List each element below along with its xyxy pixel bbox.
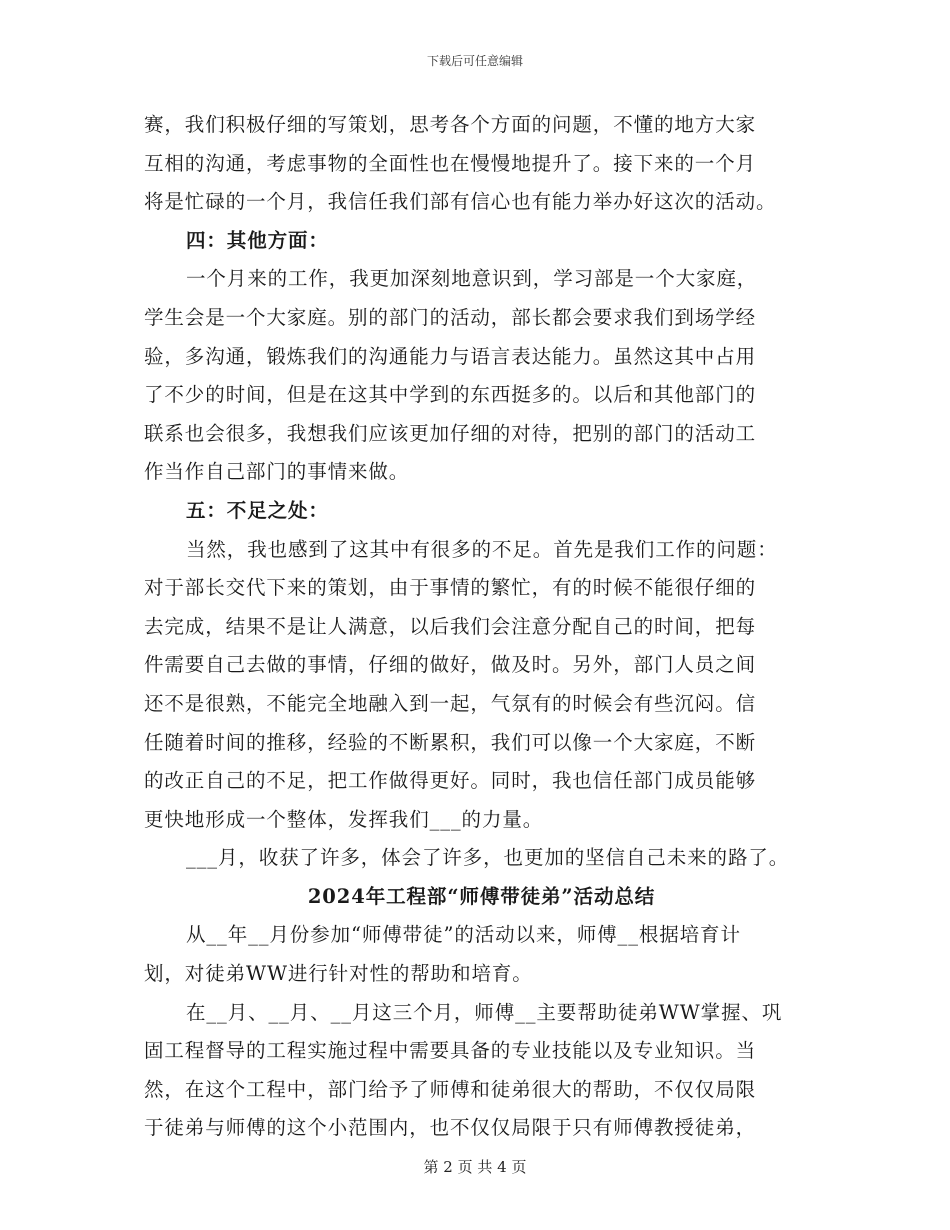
paragraph-start: 从__年__月份参加“师傅带徒”的活动以来，师傅__根据培育计: [186, 923, 741, 947]
paragraph-start: 在__月、__月、__月这三个月，师傅__主要帮助徒弟WW掌握、巩: [186, 1000, 783, 1024]
body-line: 任随着时间的推移，经验的不断累积，我们可以像一个大家庭，不断: [144, 730, 757, 754]
body-line: 件需要自己去做的事情，仔细的做好，做及时。另外，部门人员之间: [144, 653, 757, 677]
body-line: 去完成，结果不是让人满意，以后我们会注意分配自己的时间，把每: [144, 614, 757, 638]
page-header: 下载后可任意编辑: [426, 54, 523, 68]
body-line: 了不少的时间，但是在这其中学到的东西挺多的。以后和其他部门的: [144, 383, 757, 407]
paragraph-start: 一个月来的工作，我更加深刻地意识到，学习部是一个大家庭，: [186, 267, 758, 291]
body-line: 赛，我们积极仔细的写策划，思考各个方面的问题，不懂的地方大家: [144, 113, 757, 136]
body-line: 验，多沟通，锻炼我们的沟通能力与语言表达能力。虽然这其中占用: [144, 344, 757, 368]
page-footer: 第 2 页 共 4 页: [423, 1158, 527, 1176]
body-line: 还不是很熟，不能完全地融入到一起，气氛有的时候会有些沉闷。信: [144, 691, 757, 715]
section-heading-other: 四：其他方面：: [186, 228, 329, 252]
body-line: 固工程督导的工程实施过程中需要具备的专业技能以及专业知识。当: [144, 1039, 757, 1063]
body-line: 然，在这个工程中，部门给予了师傅和徒弟很大的帮助，不仅仅局限: [144, 1077, 757, 1101]
body-line: 对于部长交代下来的策划，由于事情的繁忙，有的时候不能很仔细的: [144, 576, 757, 600]
paragraph-start: 当然，我也感到了这其中有很多的不足。首先是我们工作的问题：: [186, 537, 778, 561]
section-heading-shortcomings: 五：不足之处：: [186, 498, 329, 522]
body-line: 更快地形成一个整体，发挥我们___的力量。: [144, 807, 544, 831]
body-line: 的改正自己的不足，把工作做得更好。同时，我也信任部门成员能够: [144, 769, 757, 793]
body-line: 学生会是一个大家庭。别的部门的活动，部长都会要求我们到场学经: [144, 305, 757, 329]
body-line: 将是忙碌的一个月，我信任我们部有信心也有能力举办好这次的活动。: [144, 190, 777, 214]
body-line: 联系也会很多，我想我们应该更加仔细的对待，把别的部门的活动工: [144, 421, 757, 445]
document-body: [144, 106, 819, 1148]
paragraph-start: ___月，收获了许多，体会了许多，也更加的坚信自己未来的路了。: [186, 846, 790, 870]
body-line: 互相的沟通，考虑事物的全面性也在慢慢地提升了。接下来的一个月: [144, 151, 757, 175]
document-title: 2024年工程部“师傅带徒弟”活动总结: [307, 884, 656, 908]
body-line: 划，对徒弟WW进行针对性的帮助和培育。: [144, 962, 533, 986]
body-line: 作当作自己部门的事情来做。: [144, 460, 410, 484]
body-line: 于徒弟与师傅的这个小范围内，也不仅仅局限于只有师傅教授徒弟，: [144, 1116, 757, 1140]
